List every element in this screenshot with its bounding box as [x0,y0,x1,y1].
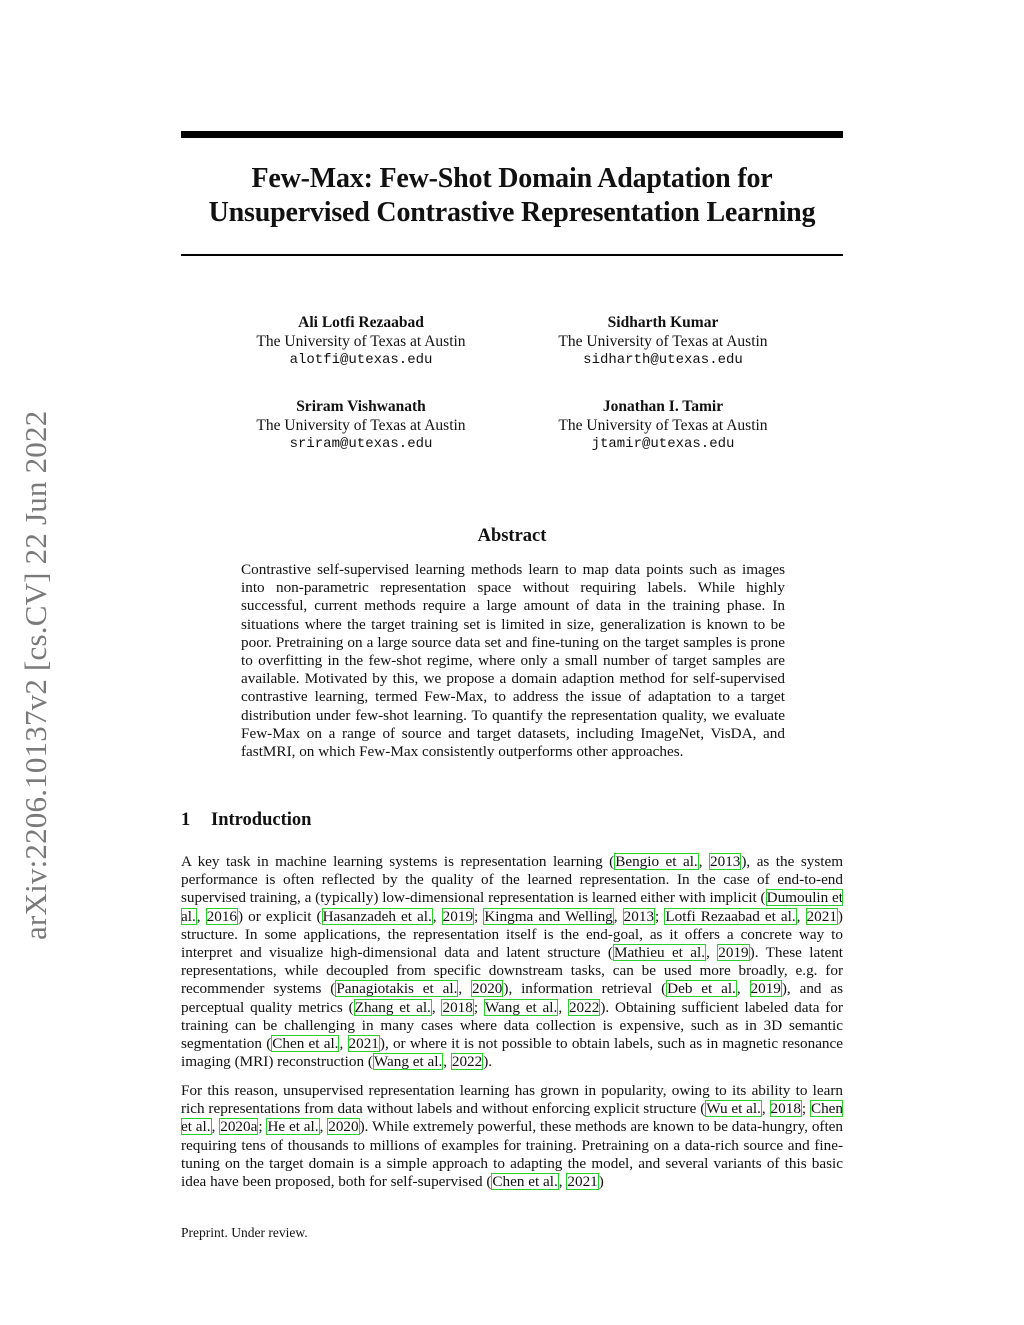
author-email[interactable]: sidharth@utexas.edu [583,352,743,368]
title-bottom-rule [181,254,843,256]
author-block [201,313,521,370]
citation-link[interactable]: Deb et al. [667,980,736,998]
section-title: Introduction [211,810,312,830]
citation-link[interactable]: He et al. [267,1118,319,1136]
citation-link[interactable]: Zhang et al. [354,998,431,1016]
paragraph-text: ), as the system performance is often reflected by the quality of the learned representation. In the case of end-to-end supervised training, a (typically) low-dimensional representation is learned either with implicit ( [181,853,844,907]
paragraph-text: , [558,1173,567,1191]
citation-link[interactable]: 2022 [568,998,600,1016]
citation-link[interactable]: 2019 [750,980,781,998]
paragraph-text: , [211,1118,220,1136]
paragraph-text: A key task in machine learning systems is representation learning ( [181,853,615,870]
paragraph-text: , [196,907,206,925]
paragraph-text: ) structure. In some applications, the representation itself is the end-goal, as it offers a concrete way to interpret and visualize high-dimensional data and latent structure ( [181,907,843,962]
author-affiliation: The University of Texas at Austin [256,333,466,350]
author-name: Sidharth Kumar [607,314,719,331]
paragraph-text: ), information retrieval ( [503,980,667,998]
citation-link[interactable]: 2018 [770,1100,801,1118]
paragraph-text: , [736,980,750,998]
paragraph-text: ) [598,1173,604,1191]
citation-link[interactable]: 2020 [328,1118,359,1136]
author-name: Jonathan I. Tamir [602,398,724,415]
title-line-1: Few-Max: Few-Shot Domain Adaptation for [251,163,773,194]
citation-link[interactable]: 2021 [567,1173,598,1191]
paragraph-text: ; [473,998,484,1016]
author-name: Sriram Vishwanath [296,398,426,415]
citation-link[interactable]: Wang et al. [373,1053,443,1071]
paragraph-text: , [443,1053,451,1071]
citation-link[interactable]: Chen et al. [272,1035,339,1053]
citation-link[interactable]: Mathieu et al. [613,944,706,962]
intro-paragraph-2 [181,1082,843,1191]
abstract-heading: Abstract [477,526,547,546]
citation-link[interactable]: 2018 [442,998,473,1016]
paragraph-text: ). [483,1053,493,1071]
paragraph-text: ). Obtaining sufficient labeled data for training can be challenging in many cases where data collection is expensive, such as in 3D semantic segmentation ( [181,998,843,1053]
author-email[interactable]: sriram@utexas.edu [289,436,433,452]
paragraph-text: , [458,980,472,998]
author-email[interactable]: jtamir@utexas.edu [591,436,735,452]
citation-link[interactable]: Chen et al. [181,1100,843,1136]
citation-link[interactable]: Wu et al. [706,1100,761,1118]
citation-link[interactable]: 2022 [451,1053,483,1071]
citation-link[interactable]: 2020 [472,980,503,998]
paragraph-text: For this reason, unsupervised representation learning has grown in popularity, owing to its ability to learn rich representations from data without labels and without enforcing explicit structure ( [181,1082,843,1118]
paragraph-text: , [432,907,442,925]
paragraph-text: , [613,907,623,925]
paragraph-text: , [698,853,709,870]
paragraph-text: , [558,998,568,1016]
intro-paragraph-1 [181,853,843,1071]
paper-title [150,162,874,230]
author-block [503,397,823,454]
citation-link[interactable]: Chen et al. [492,1173,558,1191]
author-name: Ali Lotfi Rezaabad [298,314,424,331]
citation-link[interactable]: 2013 [623,907,655,925]
citation-link[interactable]: 2013 [710,853,741,870]
paragraph-text: , [319,1118,328,1136]
citation-link[interactable]: Wang et al. [484,998,558,1016]
citation-link[interactable]: Hasanzadeh et al. [322,907,432,925]
paragraph-text: , [761,1100,770,1118]
author-block [503,313,823,370]
paragraph-text: , [339,1035,348,1053]
citation-link[interactable]: 2016 [206,907,238,925]
paragraph-text: ; [801,1100,810,1118]
section-number: 1 [181,810,191,830]
citation-link[interactable]: Kingma and Welling [484,907,613,925]
author-email[interactable]: alotfi@utexas.edu [289,352,433,368]
citation-link[interactable]: 2021 [806,907,837,925]
citation-link[interactable]: 2019 [718,944,749,962]
citation-link[interactable]: Dumoulin et al. [181,889,843,925]
author-affiliation: The University of Texas at Austin [558,417,768,434]
paragraph-text: ), or where it is not possible to obtain labels, such as in magnetic resonance imaging (MRI) reconstruction ( [181,1035,844,1071]
author-affiliation: The University of Texas at Austin [558,333,768,350]
paragraph-text: ; [655,907,665,925]
paragraph-text: ). These latent representations, while decoupled from specific downstream tasks, can be used more broadly, e.g. for recommender systems ( [181,944,844,998]
citation-link[interactable]: 2019 [442,907,474,925]
paragraph-text: ; [258,1118,267,1136]
paragraph-text: ). While extremely powerful, these methods are known to be data-hungry, often requiring tens of thousands to millions of examples for training. Pretraining on a data-rich source and fine-tuning on the target domain is a simple approach to adapting the model, and several variants of this basic idea have been proposed, both for self-supervised ( [181,1118,844,1191]
footer-note: Preprint. Under review. [181,1225,308,1240]
section-heading [181,810,311,831]
paragraph-text: ; [474,907,484,925]
title-top-rule [181,131,843,138]
paragraph-text: ) or explicit ( [238,907,322,925]
author-affiliation: The University of Texas at Austin [256,417,466,434]
citation-link[interactable]: 2020a [220,1118,258,1136]
arxiv-stamp: arXiv:2206.10137v2 [cs.CV] 22 Jun 2022 [18,410,53,940]
abstract-text: Contrastive self-supervised learning methods learn to map data points such as images into non-parametric representation space without requiring labels. While highly successful, current methods require a large amount of data in the training phase. In situations where the target training set is limited in size, generalization is known to be poor. Pretraining on a large source data set and fine-tuning on the target samples is prone to overfitting in the few-shot regime, where only a small number of target samples are available. Motivated by this, we propose a domain adaption method for self-supervised contrastive learning, termed Few-Max, to address the issue of adaptation to a target distribution under few-shot learning. To quantify the representation quality, we evaluate Few-Max on a range of source and target datasets, including ImageNet, VisDA, and fastMRI, on which Few-Max consistently outperforms other approaches. [241,561,785,761]
paragraph-text: , [706,944,718,962]
citation-link[interactable]: Bengio et al. [615,853,698,870]
citation-link[interactable]: 2021 [348,1035,379,1053]
author-block [201,397,521,454]
citation-link[interactable]: Panagiotakis et al. [336,980,458,998]
title-line-2: Unsupervised Contrastive Representation Learning [208,197,816,228]
paragraph-text: ), and as perceptual quality metrics ( [181,980,843,1016]
paragraph-text: , [431,998,442,1016]
citation-link[interactable]: Lotfi Rezaabad et al. [665,907,796,925]
paragraph-text: , [796,907,806,925]
